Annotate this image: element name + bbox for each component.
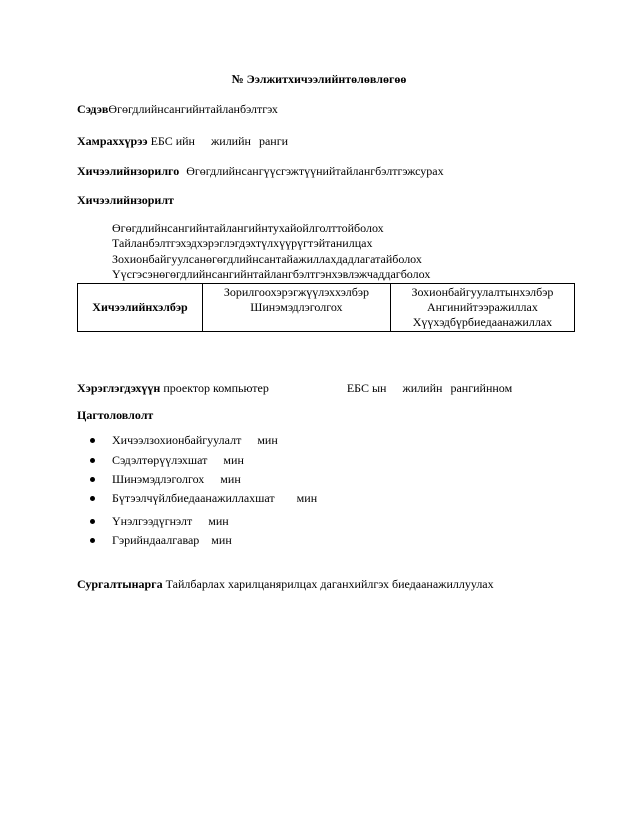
objective-item: Тайланбэлтгэхэдхэрэглэгдэхтүлхүүрүгтэйтанилцах bbox=[112, 236, 373, 250]
bullet-icon bbox=[90, 519, 95, 524]
schedule-label: Цагтоловлолт bbox=[77, 408, 154, 422]
schedule-item: Сэдэлтөрүүлэхшат мин bbox=[112, 453, 244, 467]
objective-item: Зохионбайгуулсанөгөгдлийнсантайажиллахдадлагатайболох bbox=[112, 252, 422, 266]
main-goal-value: Өгөгдлийнсангүүсгэжтүүнийтайлангбэлтгэжсурах bbox=[186, 164, 444, 178]
scope-year: жилийн bbox=[210, 134, 251, 148]
tools-school: ЕБС ын bbox=[346, 381, 387, 395]
organization-form-line: Ангинийтээражиллах bbox=[426, 300, 538, 314]
table-row bbox=[78, 284, 575, 332]
tools-year: жилийн bbox=[402, 381, 443, 395]
method-row bbox=[77, 577, 494, 592]
scope-school: ЕБС ийн bbox=[150, 134, 195, 148]
scope-grade: ранги bbox=[258, 134, 289, 148]
goal-form-line: Зорилгоохэрэгжүүлэххэлбэр bbox=[223, 285, 369, 299]
goal-form-cell bbox=[203, 284, 391, 332]
main-goal-label: Хичээлийнзорилго bbox=[77, 164, 180, 178]
bullet-icon bbox=[90, 458, 95, 463]
method-value: Тайлбарлах харилцанярилцах даганхийлгэх биедаанажиллуулах bbox=[165, 577, 494, 591]
bullet-icon bbox=[90, 477, 95, 482]
objective-item: Үүсгэсэнөгөгдлийнсангийнтайлангбэлтгэнхэвлэжчаддагболох bbox=[112, 267, 431, 281]
scope-row bbox=[77, 134, 288, 149]
scope-label: Хамраххүрээ bbox=[77, 134, 148, 148]
schedule-item: Хичээлзохионбайгуулалт мин bbox=[112, 433, 278, 447]
organization-form-line: Зохионбайгуулалтынхэлбэр bbox=[411, 285, 554, 299]
lesson-form-cell bbox=[78, 284, 203, 332]
bullet-icon bbox=[90, 538, 95, 543]
bullet-icon bbox=[90, 496, 95, 501]
lesson-form-label: Хичээлийнхэлбэр bbox=[92, 300, 188, 314]
tools-book: рангийнном bbox=[450, 381, 513, 395]
bullet-icon bbox=[90, 438, 95, 443]
topic-row bbox=[77, 102, 278, 117]
objective-item: Өгөгдлийнсангийнтайлангийнтухайойлголттойболох bbox=[112, 221, 384, 235]
goal-form-line: Шинэмэдлэголгох bbox=[250, 300, 343, 314]
tools-row bbox=[77, 381, 512, 396]
main-goal-row bbox=[77, 164, 444, 179]
schedule-item: Бүтээлчүйлбиедаанажиллахшат мин bbox=[112, 491, 318, 505]
topic-value: Өгөгдлийнсангийнтайланбэлтгэх bbox=[108, 102, 278, 116]
topic-label: Сэдэв bbox=[77, 102, 109, 116]
tools-label: Хэрэглэгдэхүүн bbox=[77, 381, 161, 395]
organization-form-line: Хүүхэдбүрбиедаанажиллах bbox=[412, 315, 553, 329]
schedule-item: Шинэмэдлэголгох мин bbox=[112, 472, 241, 486]
schedule-item: Гэрийндаалгавар мин bbox=[112, 533, 232, 547]
activity-table bbox=[77, 283, 575, 332]
tools-devices: проектор компьютер bbox=[163, 381, 269, 395]
schedule-item: Үнэлгээдүгнэлт мин bbox=[112, 514, 229, 528]
organization-form-cell bbox=[390, 284, 574, 332]
objectives-label: Хичээлийнзорилт bbox=[77, 193, 174, 207]
page-title: № Ээлжитхичээлийнтөлөвлөгөө bbox=[231, 72, 407, 86]
method-label: Сургалтынарга bbox=[77, 577, 163, 591]
